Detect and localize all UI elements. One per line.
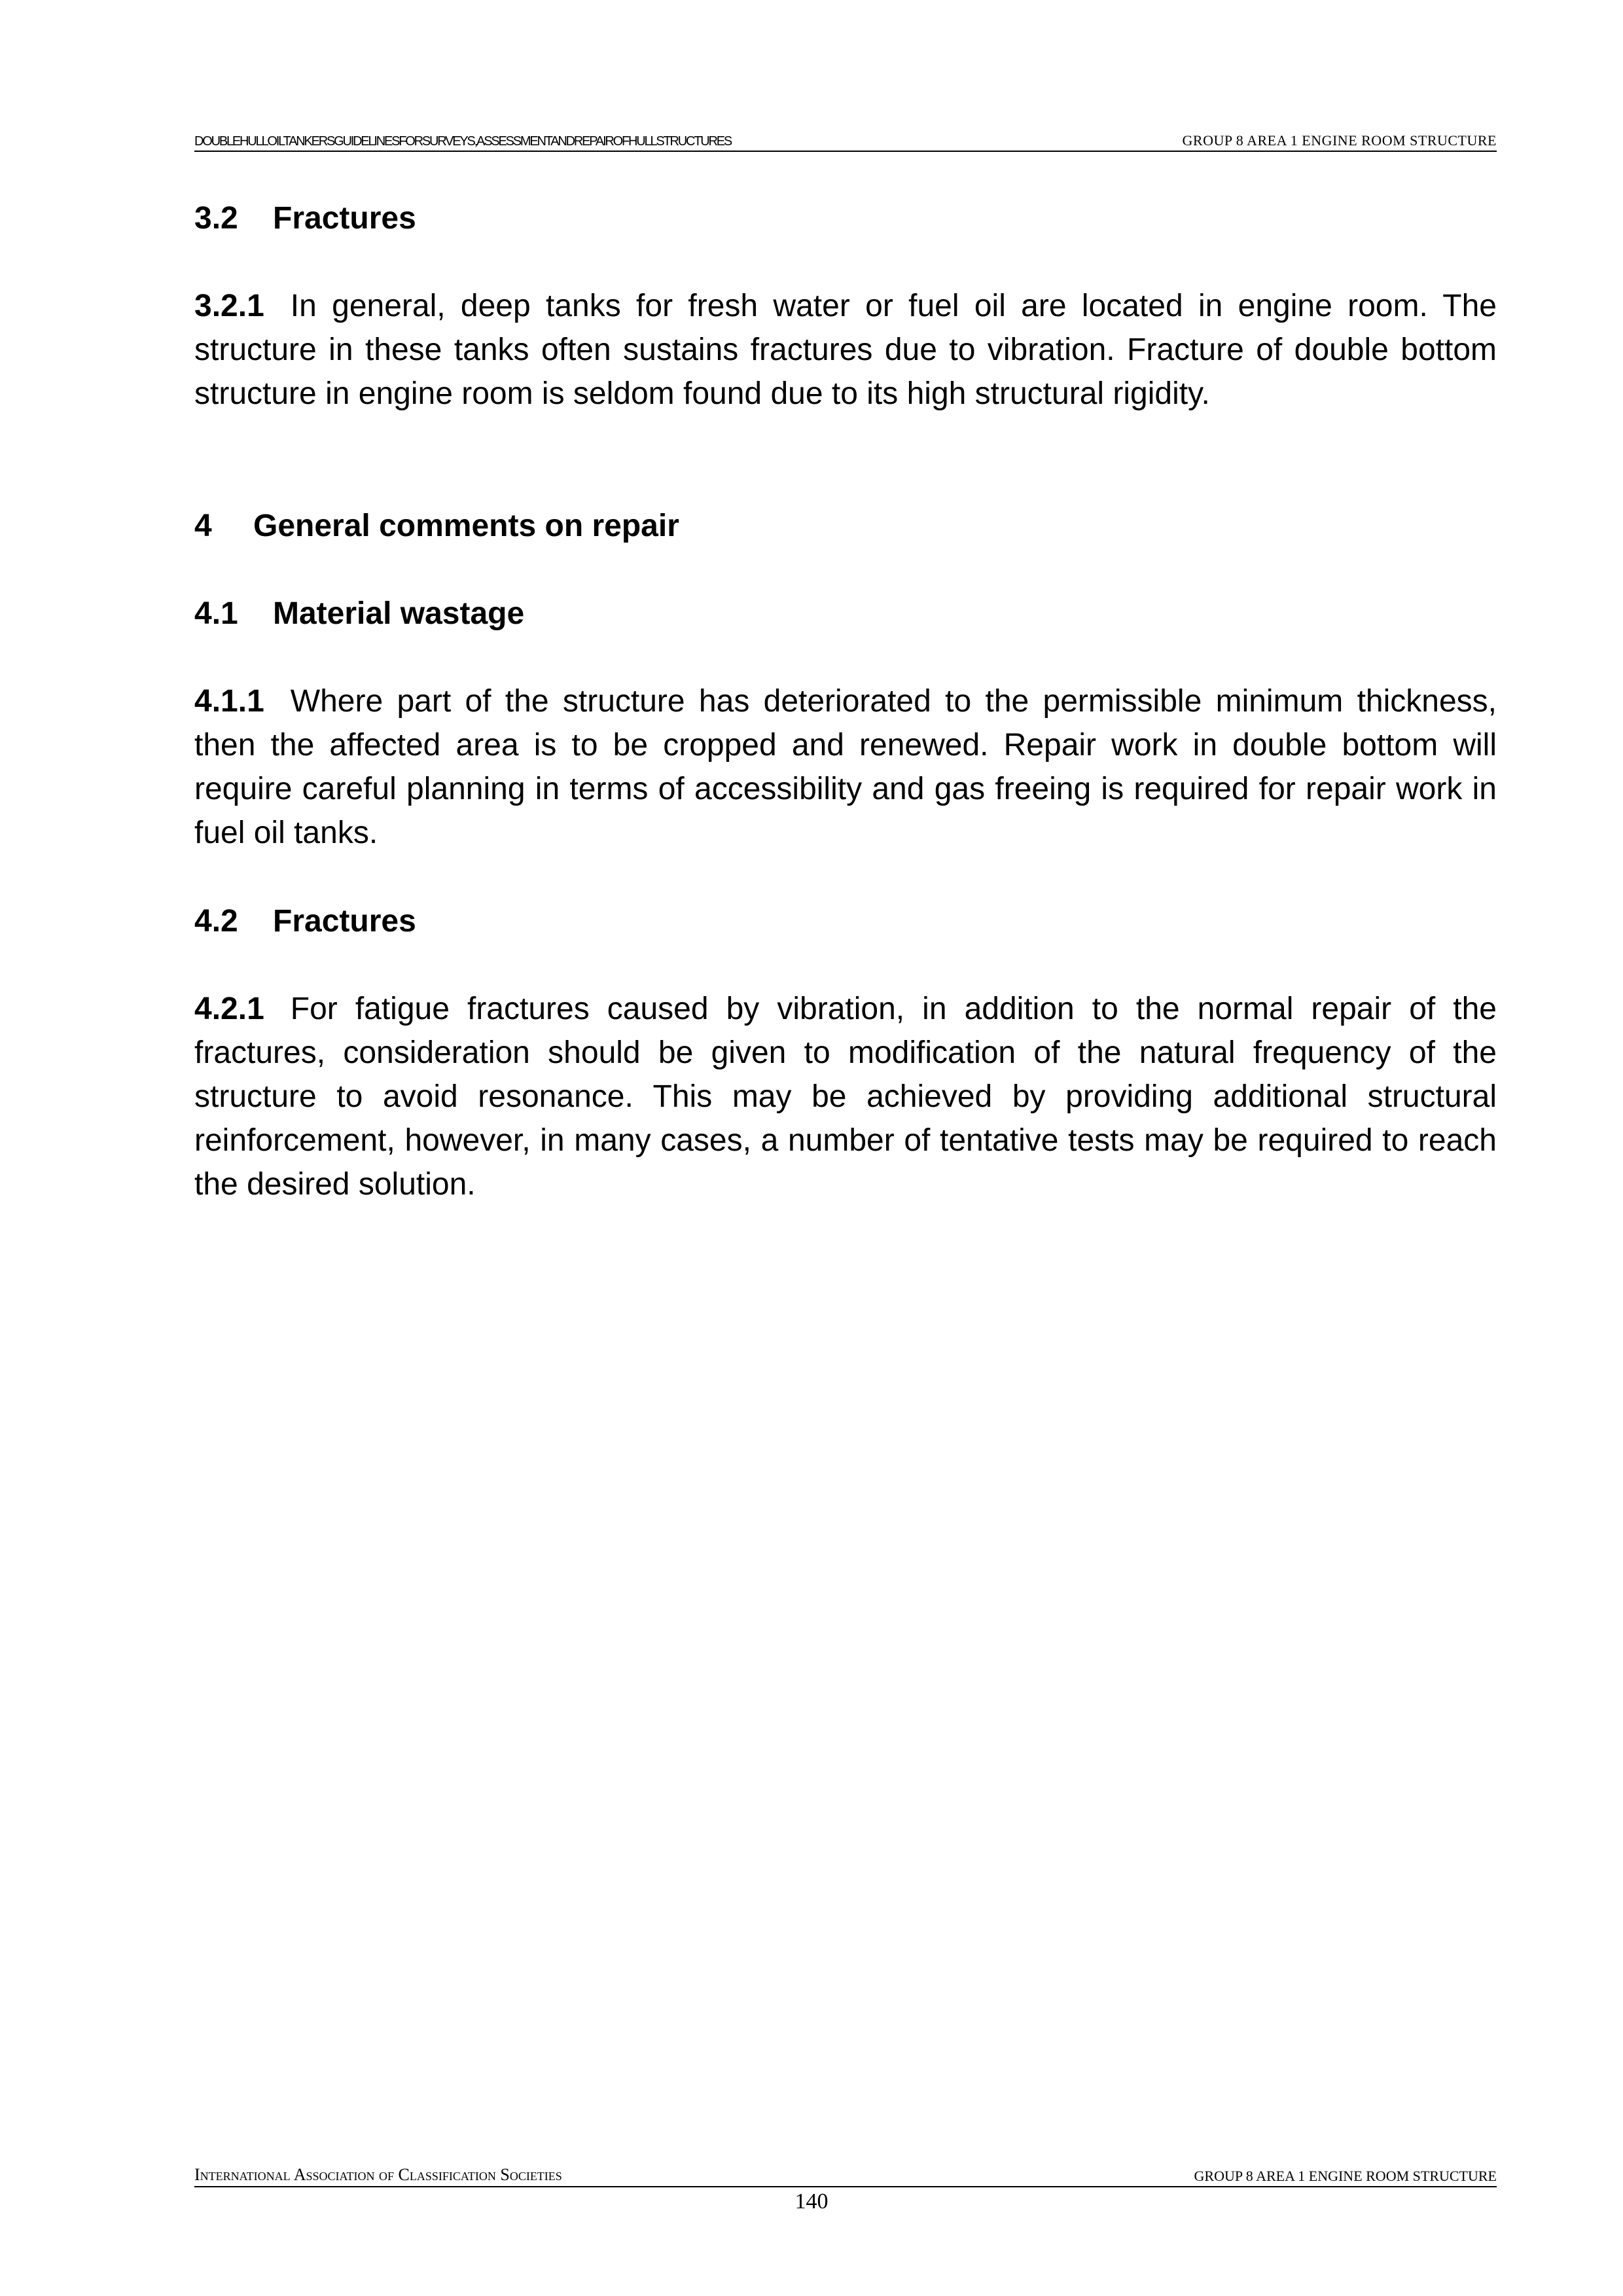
page-number: 140 <box>794 2189 829 2214</box>
paragraph-number: 4.1.1 <box>194 684 264 719</box>
heading-4 <box>194 504 679 548</box>
footer-organization: International Association of Classification Societies <box>194 2165 562 2184</box>
paragraph-4-2-1 <box>194 987 1497 1206</box>
heading-title: Fractures <box>273 904 416 939</box>
heading-4-2 <box>194 899 416 943</box>
heading-title: Fractures <box>273 201 416 236</box>
header-section-title: GROUP 8 AREA 1 ENGINE ROOM STRUCTURE <box>1182 132 1497 149</box>
heading-title: Material wastage <box>273 596 525 631</box>
page-header <box>194 128 1497 152</box>
heading-number: 4 <box>194 509 212 543</box>
paragraph-3-2-1 <box>194 284 1497 416</box>
heading-4-1 <box>194 592 524 636</box>
paragraph-text: In general, deep tanks for fresh water or fuel oil are located in engine room. The structure in these tanks often sustains fractures due to vibration. Fracture of double bottom structure in engine room is seldom found due to its high structural rigidity. <box>194 289 1497 411</box>
paragraph-text: For fatigue fractures caused by vibration, in addition to the normal repair of the fractures, consideration should be given to modification of the natural frequency of the structure to avoid resonance. This may be achieved by providing additional structural reinforcement, however, in many cases, a number of tentative tests may be required to reach the desired solution. <box>194 992 1497 1202</box>
heading-3-2 <box>194 196 416 240</box>
header-document-title: DOUBLEHULLOILTANKERSGUIDELINESFORSURVEYS,ASSESSMENTANDREPAIROFHULLSTRUCTURES <box>194 134 732 149</box>
paragraph-number: 4.2.1 <box>194 992 264 1026</box>
heading-number: 3.2 <box>194 201 238 236</box>
heading-number: 4.2 <box>194 904 238 939</box>
page-footer <box>194 2166 1497 2187</box>
heading-number: 4.1 <box>194 596 238 631</box>
paragraph-number: 3.2.1 <box>194 289 264 323</box>
paragraph-text: Where part of the structure has deteriorated to the permissible minimum thickness, then the affected area is to be cropped and renewed. Repair work in double bottom will require careful planning in terms of accessibility and gas freeing is required for repair work in fuel oil tanks. <box>194 684 1497 850</box>
paragraph-4-1-1 <box>194 679 1497 855</box>
heading-title: General comments on repair <box>253 509 679 543</box>
footer-section-title: GROUP 8 AREA 1 ENGINE ROOM STRUCTURE <box>1194 2168 1497 2184</box>
